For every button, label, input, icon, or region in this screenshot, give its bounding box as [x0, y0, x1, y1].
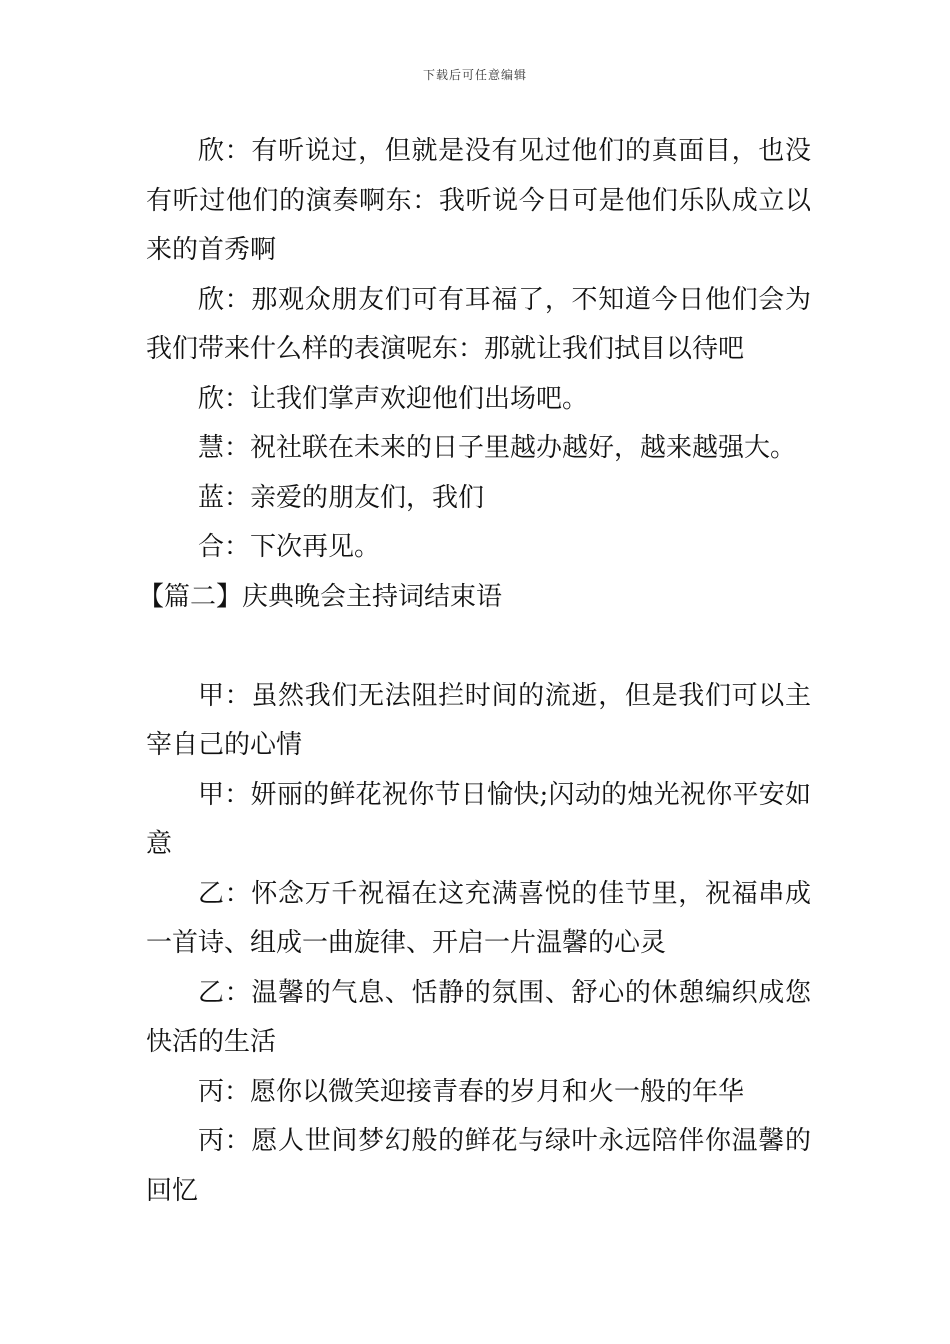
paragraph: 欣：那观众朋友们可有耳福了，不知道今日他们会为我们带来什么样的表演呢东：那就让我们拭目以待吧	[146, 284, 811, 364]
paragraph: 合：下次再见。	[198, 532, 381, 562]
paragraph: 乙：怀念万千祝福在这充满喜悦的佳节里，祝福串成一首诗、组成一曲旋律、开启一片温馨的心灵	[146, 878, 811, 958]
blank-line	[146, 622, 811, 672]
paragraph: 丙：愿你以微笑迎接青春的岁月和火一般的年华	[198, 1076, 745, 1107]
download-note: 下载后可任意编辑	[422, 68, 527, 82]
paragraph: 欣：让我们掌声欢迎他们出场吧。	[198, 383, 589, 414]
paragraph: 乙：温馨的气息、恬静的氛围、舒心的休憩编织成您快活的生活	[146, 977, 811, 1057]
paragraph: 甲：妍丽的鲜花祝你节日愉快;闪动的烛光祝你平安如意	[146, 779, 811, 859]
paragraph: 丙：愿人世间梦幻般的鲜花与绿叶永远陪伴你温馨的回忆	[146, 1126, 811, 1206]
paragraph: 甲：虽然我们无法阻拦时间的流逝，但是我们可以主宰自己的心情	[146, 680, 811, 760]
section-title: 【篇二】庆典晚会主持词结束语	[138, 581, 503, 612]
document-body	[138, 127, 811, 1216]
paragraph: 慧：祝社联在未来的日子里越办越好，越来越强大。	[198, 433, 797, 463]
paragraph: 蓝：亲爱的朋友们，我们	[198, 482, 485, 513]
paragraph: 欣：有听说过，但就是没有见过他们的真面目，也没有听过他们的演奏啊东：我听说今日可是他们乐队成立以来的首秀啊	[146, 136, 811, 265]
